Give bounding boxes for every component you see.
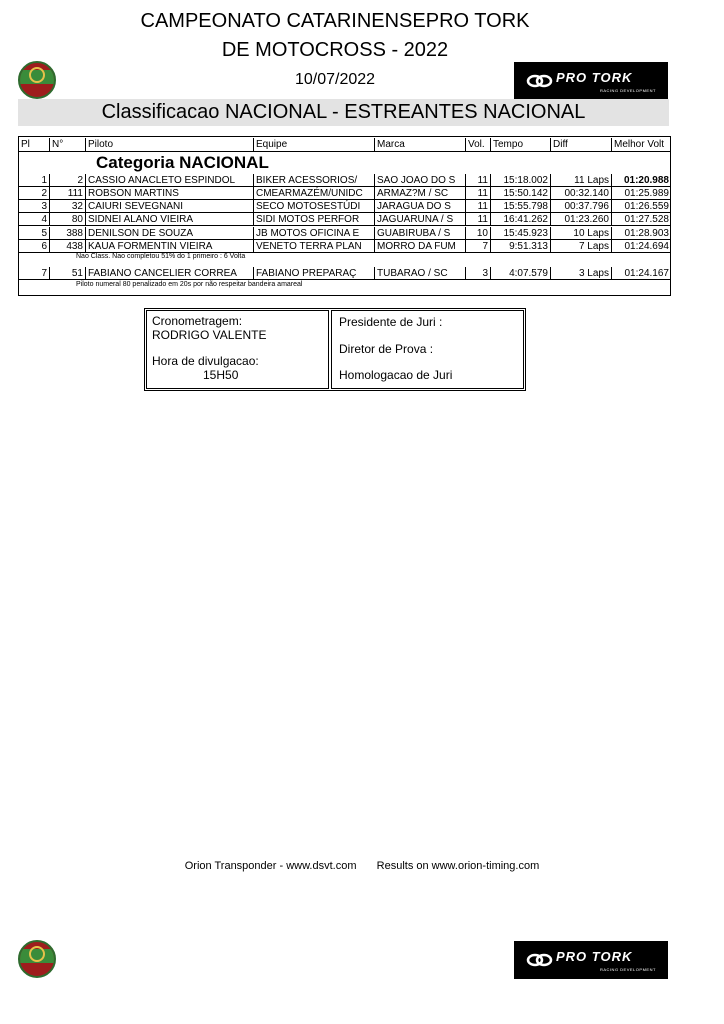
cell-pl: 7 xyxy=(19,267,50,280)
cell-marca: GUABIRUBA / S xyxy=(375,227,466,240)
cell-vol: 3 xyxy=(466,267,491,280)
cell-equipe: JB MOTOS OFICINA E xyxy=(254,227,375,240)
page-title-line1: CAMPEONATO CATARINENSEPRO TORK xyxy=(140,10,530,32)
footer xyxy=(0,860,724,872)
cell-vol: 10 xyxy=(466,227,491,240)
table-row xyxy=(18,240,671,253)
cell-piloto: KAUA FORMENTIN VIEIRA xyxy=(86,240,254,253)
col-header-piloto: Piloto xyxy=(86,138,254,151)
cell-diff: 11 Laps xyxy=(551,174,612,187)
table-row xyxy=(18,200,671,213)
category-title: Categoria NACIONAL xyxy=(96,153,269,172)
cell-equipe: SECO MOTOSESTÚDI xyxy=(254,200,375,213)
cell-melhor: 01:24.694 xyxy=(624,241,669,252)
cell-piloto: SIDNEI ALANO VIEIRA xyxy=(86,213,254,226)
table-row xyxy=(18,227,671,240)
protork-sub-text: RACING DEVELOPMENT xyxy=(600,88,656,93)
col-header-vol: Vol. xyxy=(466,138,491,151)
cell-pl: 3 xyxy=(19,200,50,213)
cell-tempo: 9:51.313 xyxy=(491,240,551,253)
cell-num: 438 xyxy=(50,240,86,253)
cell-piloto: CASSIO ANACLETO ESPINDOL xyxy=(86,174,254,187)
cell-melhor: 01:24.167 xyxy=(624,268,669,279)
classification-banner: Classificacao NACIONAL - ESTREANTES NACIONAL xyxy=(18,99,669,126)
cell-num: 111 xyxy=(50,187,86,200)
cell-tempo: 15:50.142 xyxy=(491,187,551,200)
header-divider xyxy=(18,151,671,152)
cell-marca: TUBARAO / SC xyxy=(375,267,466,280)
not-classified-note: Nao Class. Nao completou 51% do 1 primeiro : 6 Volta xyxy=(76,253,246,260)
cell-num: 2 xyxy=(50,174,86,187)
table-row xyxy=(18,213,671,226)
cell-marca: SAO JOAO DO S xyxy=(375,174,466,187)
cell-marca: JARAGUA DO S xyxy=(375,200,466,213)
club-logo-bottom-icon xyxy=(18,940,56,978)
protork-sub-bottom-text: RACING DEVELOPMENT xyxy=(600,967,656,972)
hora-value: 15H50 xyxy=(203,368,239,382)
cell-marca: MORRO DA FUM xyxy=(375,240,466,253)
cell-vol: 11 xyxy=(466,213,491,226)
cell-piloto: ROBSON MARTINS xyxy=(86,187,254,200)
protork-brand-text: PRO TORK xyxy=(556,70,633,85)
cell-vol: 11 xyxy=(466,174,491,187)
cell-diff: 00:32.140 xyxy=(551,187,612,200)
crono-name: RODRIGO VALENTE xyxy=(152,328,267,342)
table-row xyxy=(18,174,671,187)
protork-mark-icon xyxy=(526,73,554,89)
cell-num: 80 xyxy=(50,213,86,226)
cell-equipe: FABIANO PREPARAÇ xyxy=(254,267,375,280)
protork-logo xyxy=(514,62,668,100)
cell-tempo: 4:07.579 xyxy=(491,267,551,280)
cell-equipe: CMEARMAZÉM/UNIDC xyxy=(254,187,375,200)
col-header-equipe: Equipe xyxy=(254,138,375,151)
footer-transponder: Orion Transponder - www.dsvt.com xyxy=(184,860,357,872)
cell-equipe: SIDI MOTOS PERFOR xyxy=(254,213,375,226)
cell-melhor: 01:27.528 xyxy=(624,214,669,225)
club-logo-icon xyxy=(18,61,56,99)
cell-tempo: 15:18.002 xyxy=(491,174,551,187)
cell-tempo: 15:55.798 xyxy=(491,200,551,213)
cell-melhor: 01:20.988 xyxy=(623,175,669,186)
cell-piloto: CAIURI SEVEGNANI xyxy=(86,200,254,213)
col-header-num: N° xyxy=(50,138,86,151)
cell-equipe: VENETO TERRA PLAN xyxy=(254,240,375,253)
cell-diff: 01:23.260 xyxy=(551,213,612,226)
cell-pl: 6 xyxy=(19,240,50,253)
table-row xyxy=(18,267,671,280)
cell-melhor: 01:28.903 xyxy=(624,228,669,239)
table-row xyxy=(18,187,671,200)
cell-piloto: DENILSON DE SOUZA xyxy=(86,227,254,240)
cell-piloto: FABIANO CANCELIER CORREA xyxy=(86,267,254,280)
cell-diff: 3 Laps xyxy=(551,267,612,280)
crono-label: Cronometragem: xyxy=(152,314,243,328)
cell-pl: 4 xyxy=(19,213,50,226)
diretor-label: Diretor de Prova : xyxy=(339,342,434,356)
col-header-diff: Diff xyxy=(551,138,612,151)
col-header-marca: Marca xyxy=(375,138,466,151)
col-header-pl: Pl xyxy=(19,138,50,151)
homologacao-label: Homologacao de Juri xyxy=(339,368,453,382)
cell-num: 388 xyxy=(50,227,86,240)
protork-mark-bottom-icon xyxy=(526,952,554,968)
cell-tempo: 16:41.262 xyxy=(491,213,551,226)
cell-diff: 7 Laps xyxy=(551,240,612,253)
cell-pl: 1 xyxy=(19,174,50,187)
col-header-melhor: Melhor Volt xyxy=(614,139,665,150)
cell-diff: 10 Laps xyxy=(551,227,612,240)
cell-marca: JAGUARUNA / S xyxy=(375,213,466,226)
protork-logo-bottom xyxy=(514,941,668,979)
presidente-label: Presidente de Juri : xyxy=(339,315,443,329)
page-title-line2: DE MOTOCROSS - 2022 xyxy=(221,39,449,61)
cell-num: 32 xyxy=(50,200,86,213)
cell-num: 51 xyxy=(50,267,86,280)
cell-melhor: 01:26.559 xyxy=(624,201,669,212)
protork-brand-bottom-text: PRO TORK xyxy=(556,949,633,964)
cell-pl: 2 xyxy=(19,187,50,200)
cell-vol: 11 xyxy=(466,187,491,200)
cell-pl: 5 xyxy=(19,227,50,240)
cell-vol: 7 xyxy=(466,240,491,253)
cell-diff: 00:37.796 xyxy=(551,200,612,213)
footer-results-link[interactable]: Results on www.orion-timing.com xyxy=(376,860,540,872)
cell-marca: ARMAZ?M / SC xyxy=(375,187,466,200)
cell-melhor: 01:25.989 xyxy=(624,188,669,199)
event-date: 10/07/2022 xyxy=(294,71,376,88)
cell-vol: 11 xyxy=(466,200,491,213)
cell-equipe: BIKER ACESSORIOS/ xyxy=(254,174,375,187)
penalty-note: Piloto numeral 80 penalizado em 20s por não respeitar bandeira amareal xyxy=(76,281,303,288)
hora-label: Hora de divulgacao: xyxy=(152,354,259,368)
col-header-tempo: Tempo xyxy=(491,138,551,151)
cell-tempo: 15:45.923 xyxy=(491,227,551,240)
